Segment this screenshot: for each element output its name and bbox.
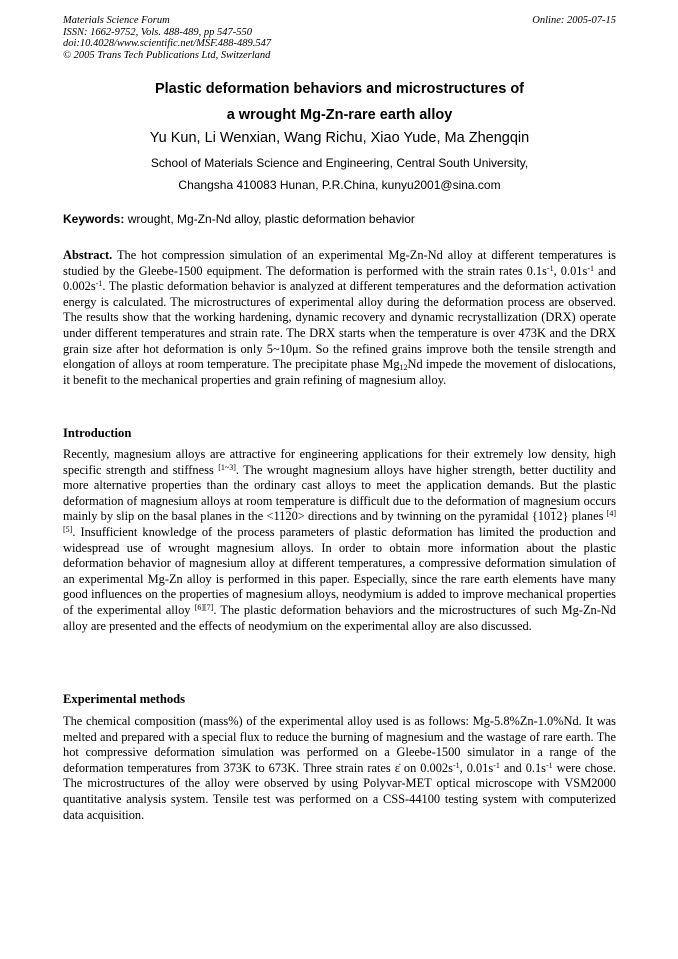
- introduction-paragraph: [63, 447, 616, 634]
- experimental-paragraph: [63, 714, 616, 823]
- subscript: 12: [399, 363, 408, 373]
- abstract-text: Nd impede the movement of dislocations, it benefit to the mechanical properties and grain refining of magnesium alloy.: [63, 357, 616, 387]
- keywords-text: wrought, Mg-Zn-Nd alloy, plastic deformation behavior: [124, 212, 415, 226]
- exp-text: The chemical composition (mass%) of the experimental alloy used is as follows: Mg-5.8%Zn-1.0%Nd. It was melted and prepared with a special flux to reduce the burning of magnesium and the wastage of rare earth. The hot compressive deformation simulation was performed on a Gleebe-1500 simulator in a range of the deformation temperatures from 373K to 673K. Three strain rates: [63, 714, 616, 775]
- journal-header: [63, 15, 616, 61]
- superscript: -1: [546, 263, 554, 273]
- exp-text: on 0.002s: [399, 760, 453, 775]
- doi-line: doi:10.4028/www.scientific.net/MSF.488-489.547: [63, 38, 272, 50]
- experimental-heading: Experimental methods: [63, 692, 186, 706]
- affiliation-line-1: School of Materials Science and Engineering, Central South University,: [150, 156, 529, 170]
- superscript: -1: [493, 760, 500, 770]
- superscript: -1: [95, 279, 103, 289]
- paper-title-line-2: a wrought Mg-Zn-rare earth alloy: [226, 107, 453, 123]
- citation: [4][5]: [63, 509, 617, 534]
- overlined-index: 2: [285, 509, 292, 524]
- superscript: -1: [546, 760, 553, 770]
- keywords-label: Keywords:: [63, 212, 125, 226]
- intro-text: 2} planes: [556, 509, 607, 524]
- intro-text: Recently, magnesium alloys are attractive for engineering applications for their extremely low density, high specific strength and stiffness: [63, 447, 616, 477]
- abstract-text: . The plastic deformation behavior is analyzed at different temperatures and the deformation activation energy is calculated. The microstructures of experimental alloy during the deformation process are observed. The results show that the working hardening, dynamic recovery and dynamic recrystallization (DRX) operate under different temperatures and strain rate. The DRX starts when the temperature is over 473K and the DRX grain size after hot deformation is only 5~10μm. So the refined grains improve both the tensile strength and elongation of alloys at room temperature. The precipitate phase Mg: [63, 279, 616, 372]
- author-list: Yu Kun, Li Wenxian, Wang Richu, Xiao Yude, Ma Zhengqin: [149, 130, 530, 146]
- abstract-text: and 0.002s: [63, 263, 616, 294]
- citation: [6][7]: [194, 602, 214, 612]
- exp-text: were chose. The microstructures of the alloy were observed by using Polyvar-MET optical microscope with VSM2000 quantitative analysis system. Tensile test was performed on a CSS-44100 testing system with computerized data acquisition.: [63, 760, 617, 822]
- superscript: -1: [452, 760, 460, 770]
- copyright-line: © 2005 Trans Tech Publications Ltd, Switzerland: [63, 49, 271, 61]
- online-date: Online: 2005-07-15: [532, 15, 616, 26]
- abstract-paragraph: [63, 248, 616, 388]
- introduction-heading: Introduction: [63, 426, 132, 440]
- abstract-text: , 0.01s: [553, 263, 588, 278]
- superscript: -1: [587, 263, 594, 273]
- exp-text: , 0.01s: [459, 760, 494, 775]
- abstract-label: Abstract.: [63, 248, 113, 262]
- intro-text: 0> directions and by twinning on the pyramidal {10: [291, 509, 551, 524]
- citation: [1~3]: [218, 462, 236, 472]
- issn-line: ISSN: 1662-9752, Vols. 488-489, pp 547-550: [63, 26, 252, 38]
- intro-text: . Insufficient knowledge of the process parameters of plastic deformation has limited the production and widespread use of wrought magnesium alloys. In order to obtain more information about the plastic deformation behavior of magnesium alloy at different temperatures, a compressive deformation simulation of an experimental Mg-Zn alloy is performed in this paper. Especially, since the rare earth elements have many good influences on the properties of magnesium alloys, neodymium is added to improve mechanical properties of the experimental alloy: [63, 524, 616, 617]
- strain-rate-symbol: ε̇: [394, 760, 400, 775]
- paper-title-line-1: Plastic deformation behaviors and microstructures of: [154, 81, 525, 97]
- overlined-index: 1: [550, 509, 557, 524]
- abstract-text: The hot compression simulation of an experimental Mg-Zn-Nd alloy at different temperatures is studied by the Gleebe-1500 equipment. The deformation is performed with the strain rates 0.1s: [63, 248, 616, 278]
- intro-text: . The plastic deformation behaviors and the microstructures of such Mg-Zn-Nd alloy are presented and the effects of neodymium on the experimental alloy are also discussed.: [63, 602, 616, 633]
- exp-text: and 0.1s: [499, 760, 547, 775]
- keywords: [63, 212, 616, 226]
- intro-text: . The wrought magnesium alloys have higher strength, better ductility and more alternative properties than the ordinary cast alloys to meet the application demands. But the plastic deformation of magnesium alloys at room temperature is difficult due to the deformation of magnesium occurs mainly by slip on the basal planes in the <11: [63, 462, 616, 524]
- affiliation-line-2: Changsha 410083 Hunan, P.R.China, kunyu2001@sina.com: [178, 178, 501, 192]
- journal-name: Materials Science Forum: [63, 15, 170, 26]
